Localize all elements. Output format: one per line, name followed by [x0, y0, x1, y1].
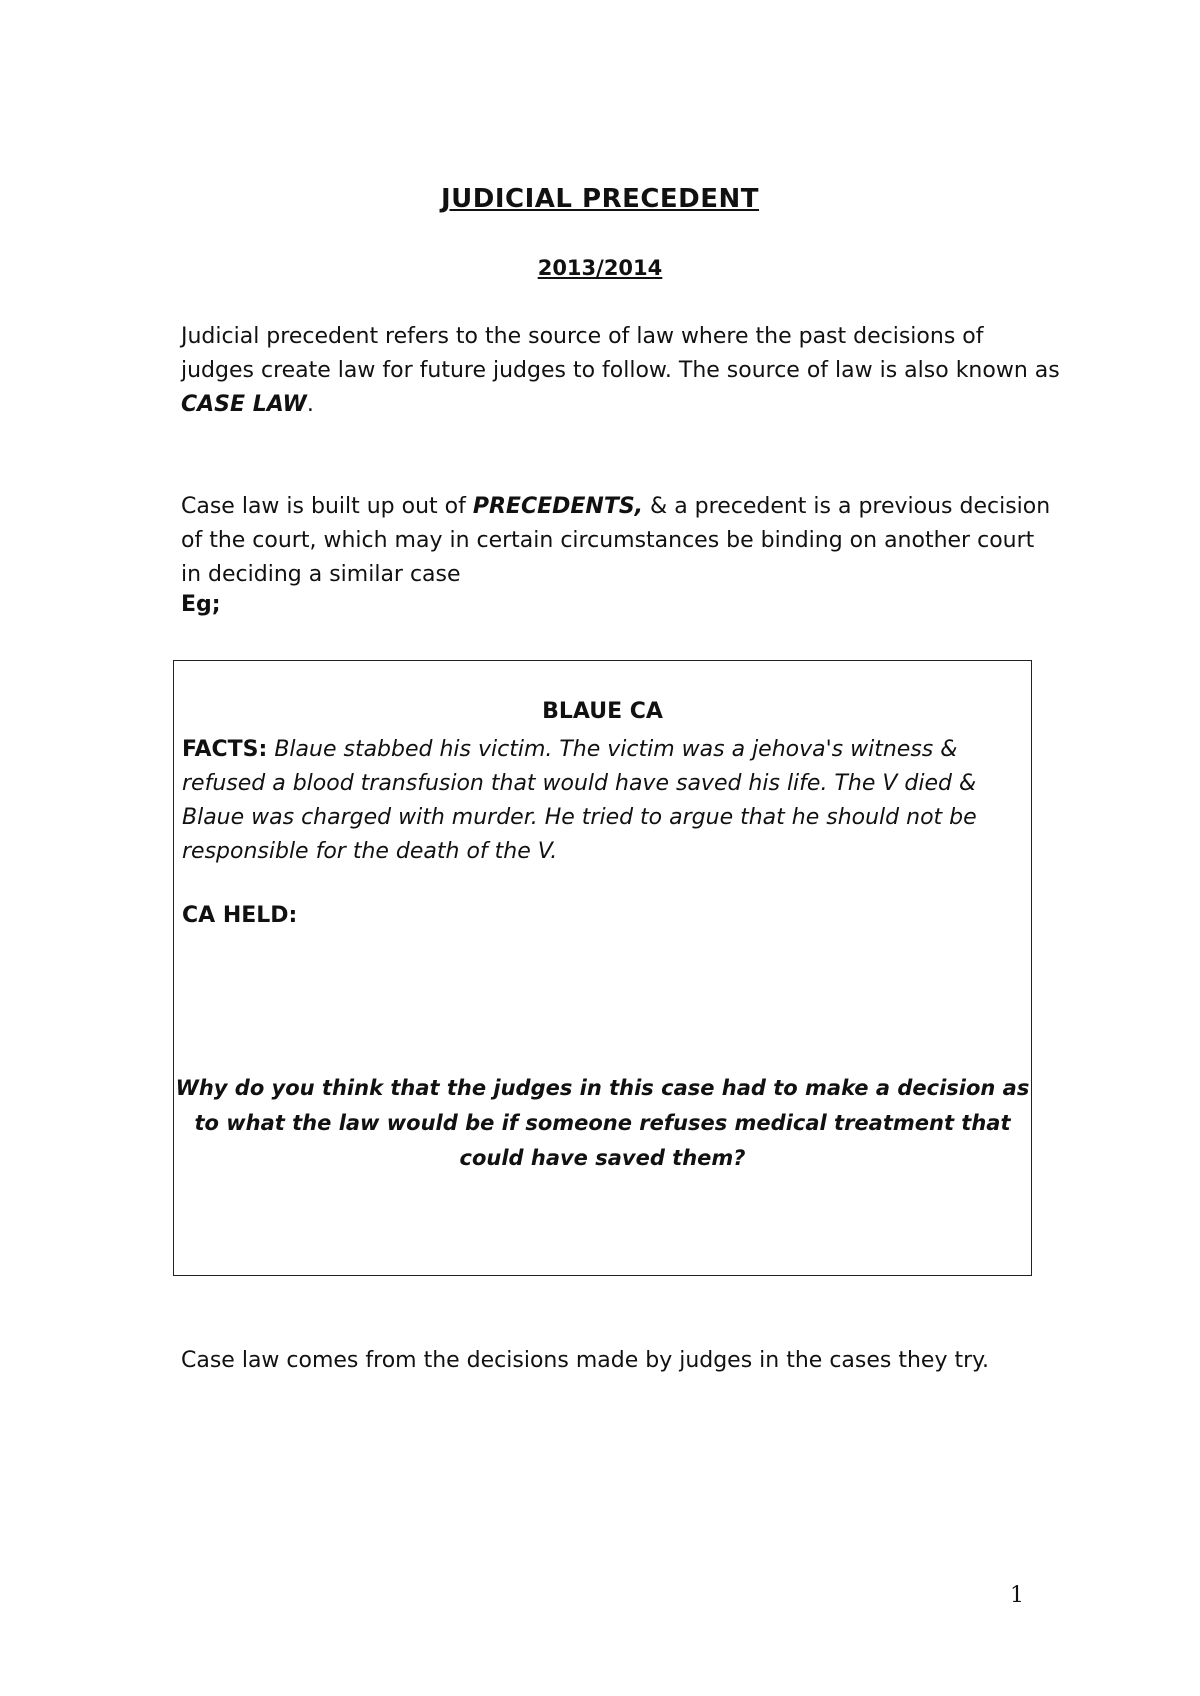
held-label: CA HELD:: [182, 903, 298, 928]
document-year: 2013/2014: [537, 256, 663, 280]
case-question: Why do you think that the judges in this case had to make a decision as to what the law would be if someone refuses medical treatment that could have saved them?: [175, 1076, 1030, 1170]
precedent-paragraph-before: Case law is built up out of: [181, 494, 473, 519]
case-box: [173, 660, 1032, 1276]
facts-label: FACTS:: [182, 737, 268, 762]
facts-text: Blaue stabbed his victim. The victim was a jehova's witness & refused a blood transfusion that would have saved his life. The V died & Blaue was charged with murder. He tried to argue that he should not be responsible for the death of the V.: [182, 737, 977, 864]
closing-paragraph: Case law comes from the decisions made by judges in the cases they try.: [181, 1348, 990, 1373]
precedent-paragraph: [181, 490, 1061, 592]
intro-paragraph-text: Judicial precedent refers to the source of law where the past decisions of judges create law for future judges to follow. The source of law is also known as: [181, 324, 1060, 383]
page-number: 1: [1010, 1583, 1024, 1608]
case-facts: [182, 733, 1022, 869]
precedent-paragraph-after: & a precedent is a previous decision of the court, which may in certain circumstances be binding on another court in deciding a similar case: [181, 494, 1051, 587]
document-title: JUDICIAL PRECEDENT: [440, 184, 760, 214]
precedents-emphasis: PRECEDENTS,: [472, 494, 644, 519]
case-law-emphasis: CASE LAW: [181, 392, 307, 417]
intro-paragraph-end: .: [306, 392, 314, 417]
case-title: BLAUE CA: [542, 699, 663, 724]
eg-label: Eg;: [181, 592, 221, 617]
intro-paragraph: [181, 320, 1061, 422]
